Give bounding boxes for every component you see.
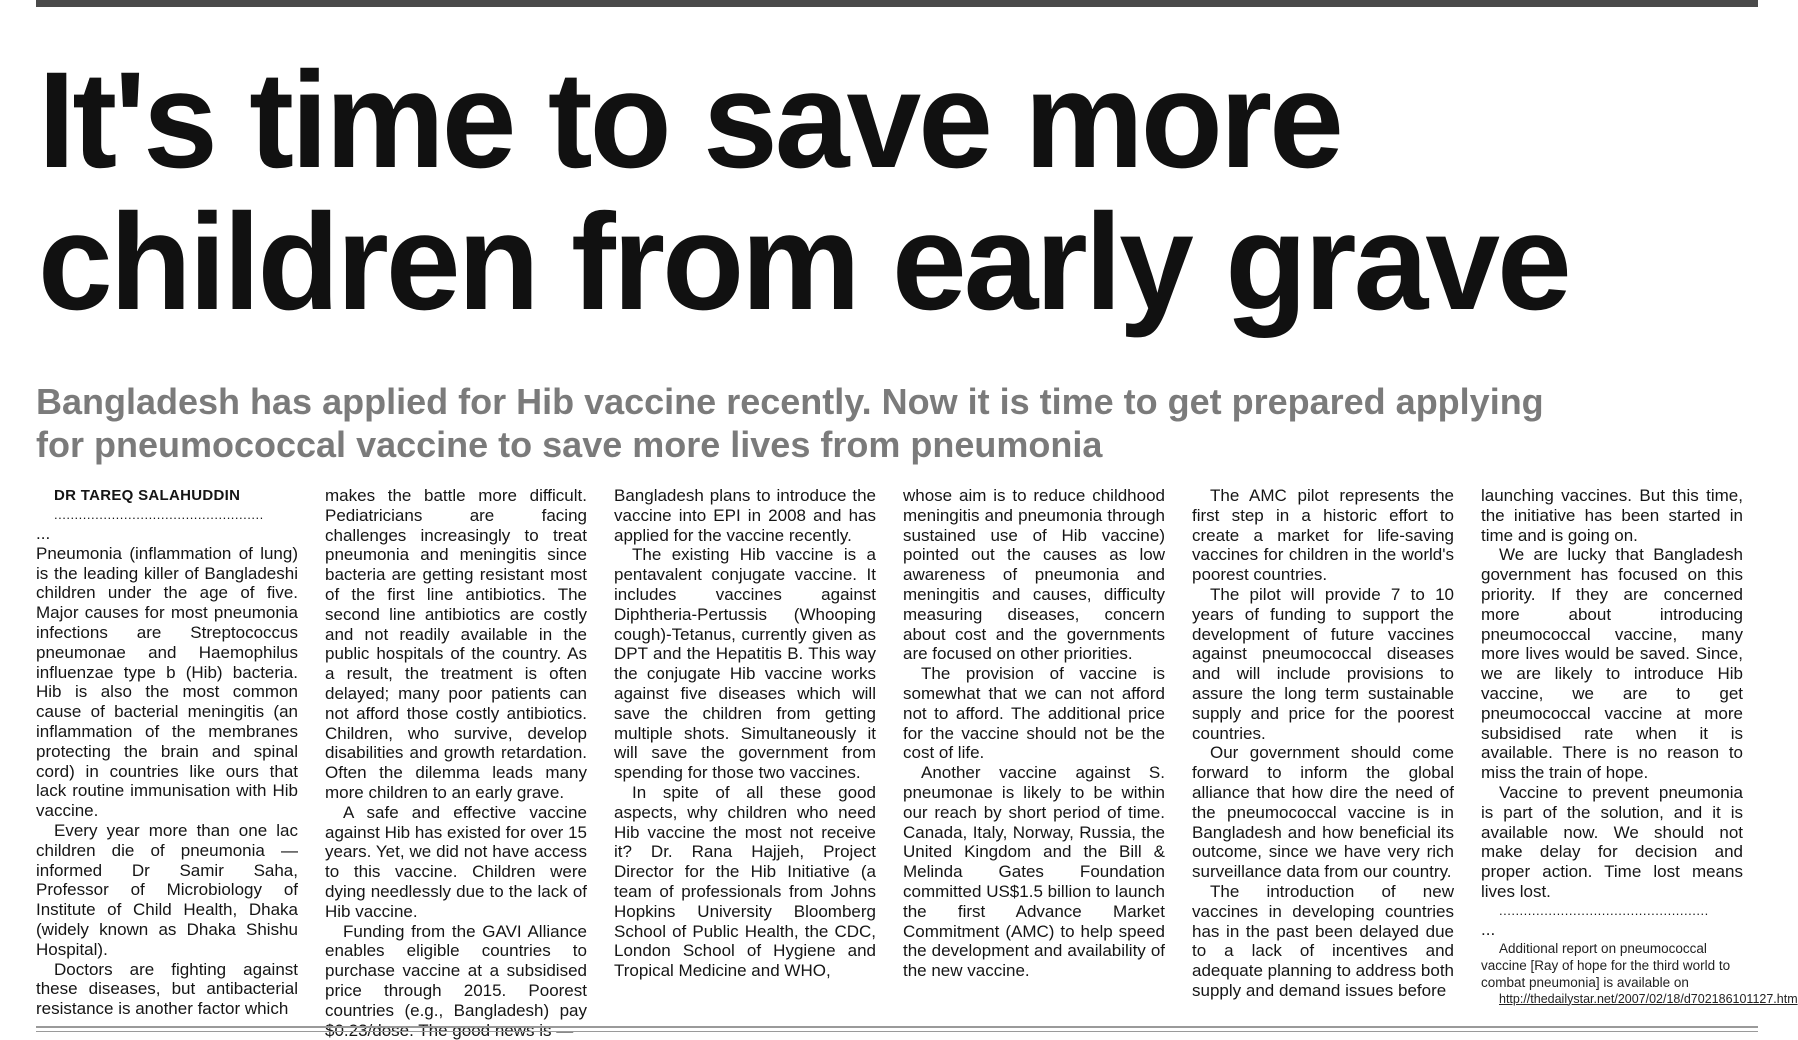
paragraph: Our government should come forward to inform the global alliance that how dire the need of the pneumococcal vaccine is in Bangladesh and how beneficial its outcome, since we have very rich surveillance data from our country. <box>1192 743 1454 882</box>
paragraph: The pilot will provide 7 to 10 years of funding to support the development of future vaccines against pneumococcal diseases and will include provisions to assure the long term sustainable supply and price for the poorest countries. <box>1192 584 1454 743</box>
article-column-5 <box>1192 486 1454 1001</box>
paragraph: In spite of all these good aspects, why children who need Hib vaccine the most not receive it? Dr. Rana Hajjeh, Project Director for the Hib Initiative (a team of professionals from Johns Hopkins University Bloomberg School of Public Health, the CDC, London School of Hygiene and Tropical Medicine and WHO, <box>614 782 876 981</box>
paragraph: launching vaccines. But this time, the initiative has been started in time and is going on. <box>1481 486 1743 545</box>
subheadline-line-1: Bangladesh has applied for Hib vaccine recently. Now it is time to get prepared applying <box>36 381 1544 422</box>
paragraph: Pneumonia (inflammation of lung) is the leading killer of Bangladeshi children under the age of five. Major causes for most pneumonia infections are Streptococcus pneumonae and Haemophilus influenzae type b (Hib) bacteria. Hib is also the most common cause of bacterial meningitis (an inflammation of the membranes protecting the brain and spinal cord) in countries like ours that lack routine immunisation with Hib vaccine. <box>36 543 298 821</box>
bottom-rule-thin <box>36 1031 1758 1032</box>
byline-separator: ................................................... <box>54 507 264 522</box>
paragraph: makes the battle more difficult. Pediatricians are facing challenges increasingly to treat pneumonia and meningitis since bacteria are getting resistant most of the first line antibiotics. The second line antibiotics are costly and not readily available in the public hospitals of the country. As a result, the treatment is often delayed; many poor patients can not afford those costly antibiotics. Children, who survive, develop disabilities and growth retardation. Often the dilemma leads many more children to an early grave. <box>325 486 587 802</box>
top-rule <box>36 0 1758 7</box>
paragraph: Vaccine to prevent pneumonia is part of the solution, and it is available now. We should not make delay for decision and proper action. Time lost means lives lost. <box>1481 782 1743 901</box>
article-column-3 <box>614 486 876 981</box>
paragraph: whose aim is to reduce childhood meningitis and pneumonia through sustained use of Hib vaccine) pointed out the causes as low awareness of pneumonia and meningitis and causes, difficulty measuring diseases, concern about cost and the governments are focused on other priorities. <box>903 486 1165 664</box>
additional-report-link[interactable]: http://thedailystar.net/2007/02/18/d702186101127.htm <box>1499 991 1798 1006</box>
headline-line-2: children from early grave <box>38 186 1569 339</box>
subheadline <box>36 380 1736 466</box>
paragraph: The AMC pilot represents the first step in a historic effort to create a market for life-saving vaccines for children in the world's poorest countries. <box>1192 486 1454 585</box>
paragraph: Bangladesh plans to introduce the vaccine into EPI in 2008 and has applied for the vaccine recently. <box>614 486 876 545</box>
article-column-2 <box>325 486 587 1040</box>
byline: DR TAREQ SALAHUDDIN <box>54 487 241 504</box>
article-column-4 <box>903 486 1165 981</box>
paragraph: Every year more than one lac children die of pneumonia — informed Dr Samir Saha, Professor of Microbiology of Institute of Child Health, Dhaka (widely known as Dhaka Shishu Hospital). <box>36 820 298 959</box>
subheadline-line-2: for pneumococcal vaccine to save more lives from pneumonia <box>36 424 1103 465</box>
headline-line-1: It's time to save more <box>38 44 1341 197</box>
bottom-rule <box>36 1026 1758 1028</box>
paragraph: The existing Hib vaccine is a pentavalent conjugate vaccine. It includes vaccines against Diphtheria-Pertussis (Whooping cough)-Tetanus, currently given as DPT and the Hepatitis B. This way the conjugate Hib vaccine works against five diseases which will save the children from getting multiple shots. Simultaneously it will save the government from spending for those two vaccines. <box>614 545 876 783</box>
headline <box>38 44 1704 339</box>
article-column-1 <box>36 486 298 1019</box>
paragraph: We are lucky that Bangladesh government has focused on this priority. If they are concerned more about introducing pneumococcal vaccine, many more lives would be saved. Since, we are likely to introduce Hib vaccine, we are to get pneumococcal vaccine at more subsidised rate when it is available. There is no reason to miss the train of hope. <box>1481 545 1743 783</box>
paragraph: A safe and effective vaccine against Hib has existed for over 15 years. Yet, we did not have access to this vaccine. Children were dying needlessly due to the lack of Hib vaccine. <box>325 802 587 921</box>
end-separator: ................................................... <box>1499 902 1709 918</box>
paragraph: Doctors are fighting against these diseases, but antibacterial resistance is another factor which <box>36 959 298 1019</box>
additional-report-note: Additional report on pneumococcal vaccine [Ray of hope for the third world to combat pneumonia] is available on <box>1481 940 1731 990</box>
paragraph: The provision of vaccine is somewhat that we can not afford not to afford. The additional price for the vaccine should not be the cost of life. <box>903 664 1165 763</box>
article-column-6 <box>1481 486 1798 1007</box>
paragraph: The introduction of new vaccines in developing countries has in the past been delayed due to a lack of incentives and adequate planning to address both supply and demand issues before <box>1192 881 1454 1000</box>
paragraph: Funding from the GAVI Alliance enables eligible countries to purchase vaccine at a subsidised price through 2015. Poorest countries (e.g., Bangladesh) pay <box>325 921 587 1020</box>
byline-separator-tail: ... <box>36 524 51 543</box>
end-separator-tail: ... <box>1481 919 1496 939</box>
paragraph: Another vaccine against S. pneumonae is likely to be within our reach by short period of time. Canada, Italy, Norway, Russia, the United Kingdom and the Bill & Melinda Gates Foundation committed US$1.5 billion to launch the first Advance Market Commitment (AMC) to help speed the development and availability of the new vaccine. <box>903 763 1165 981</box>
